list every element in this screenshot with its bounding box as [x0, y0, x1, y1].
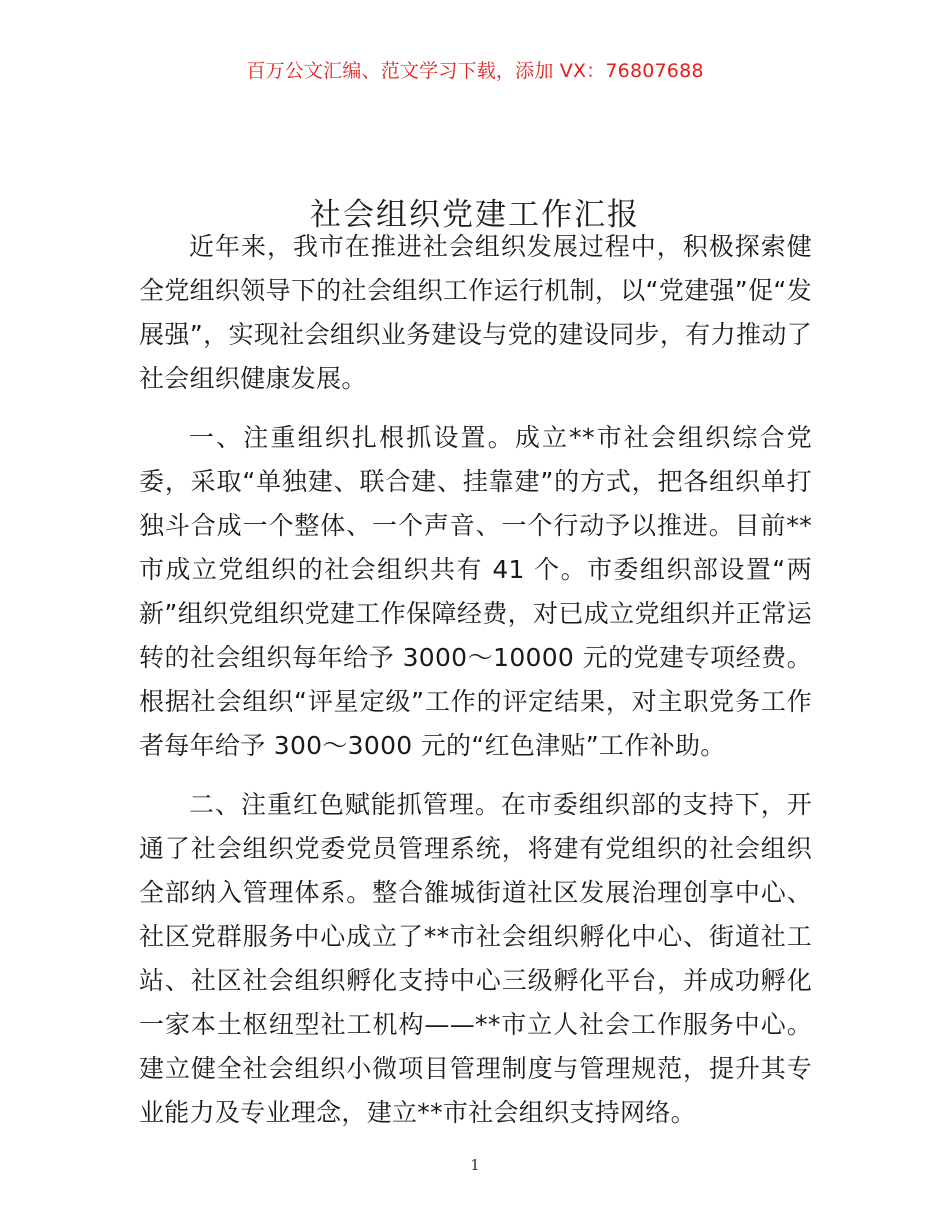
document-title: 社会组织党建工作汇报 — [310, 196, 640, 233]
section-one-paragraph: 一、注重组织扎根抓设置。成立**市社会组织综合党委，采取“单独建、联合建、挂靠建”的方式，把各组织单打独斗合成一个整体、一个声音、一个行动予以推进。目前**市成立党组织的社会组织共有 41 个。市委组织部设置“两新”组织党组织党建工作保障经费，对已成立党组织并正常运转的社会组织每年给予 3000～10000 元的党建专项经费。根据社会组织“评星定级”工作的评定结果，对主职党务工作者每年给予 300～3000 元的“红色津贴”工作补助。 — [139, 423, 812, 760]
header-promo-note: 百万公文汇编、范文学习下载，添加 VX：76807688 — [246, 60, 704, 82]
document-body — [139, 225, 812, 1150]
intro-paragraph: 近年来，我市在推进社会组织发展过程中，积极探索健全党组织领导下的社会组织工作运行机制，以“党建强”促“发展强”，实现社会组织业务建设与党的建设同步，有力推动了社会组织健康发展。 — [139, 232, 812, 393]
section-two-paragraph: 二、注重红色赋能抓管理。在市委组织部的支持下，开通了社会组织党委党员管理系统，将建有党组织的社会组织全部纳入管理体系。整合雒城街道社区发展治理创享中心、社区党群服务中心成立了**市社会组织孵化中心、街道社工站、社区社会组织孵化支持中心三级孵化平台，并成功孵化一家本土枢纽型社工机构——**市立人社会工作服务中心。建立健全社会组织小微项目管理制度与管理规范，提升其专业能力及专业理念，建立**市社会组织支持网络。 — [139, 790, 812, 1127]
page-number: 1 — [470, 1156, 480, 1174]
